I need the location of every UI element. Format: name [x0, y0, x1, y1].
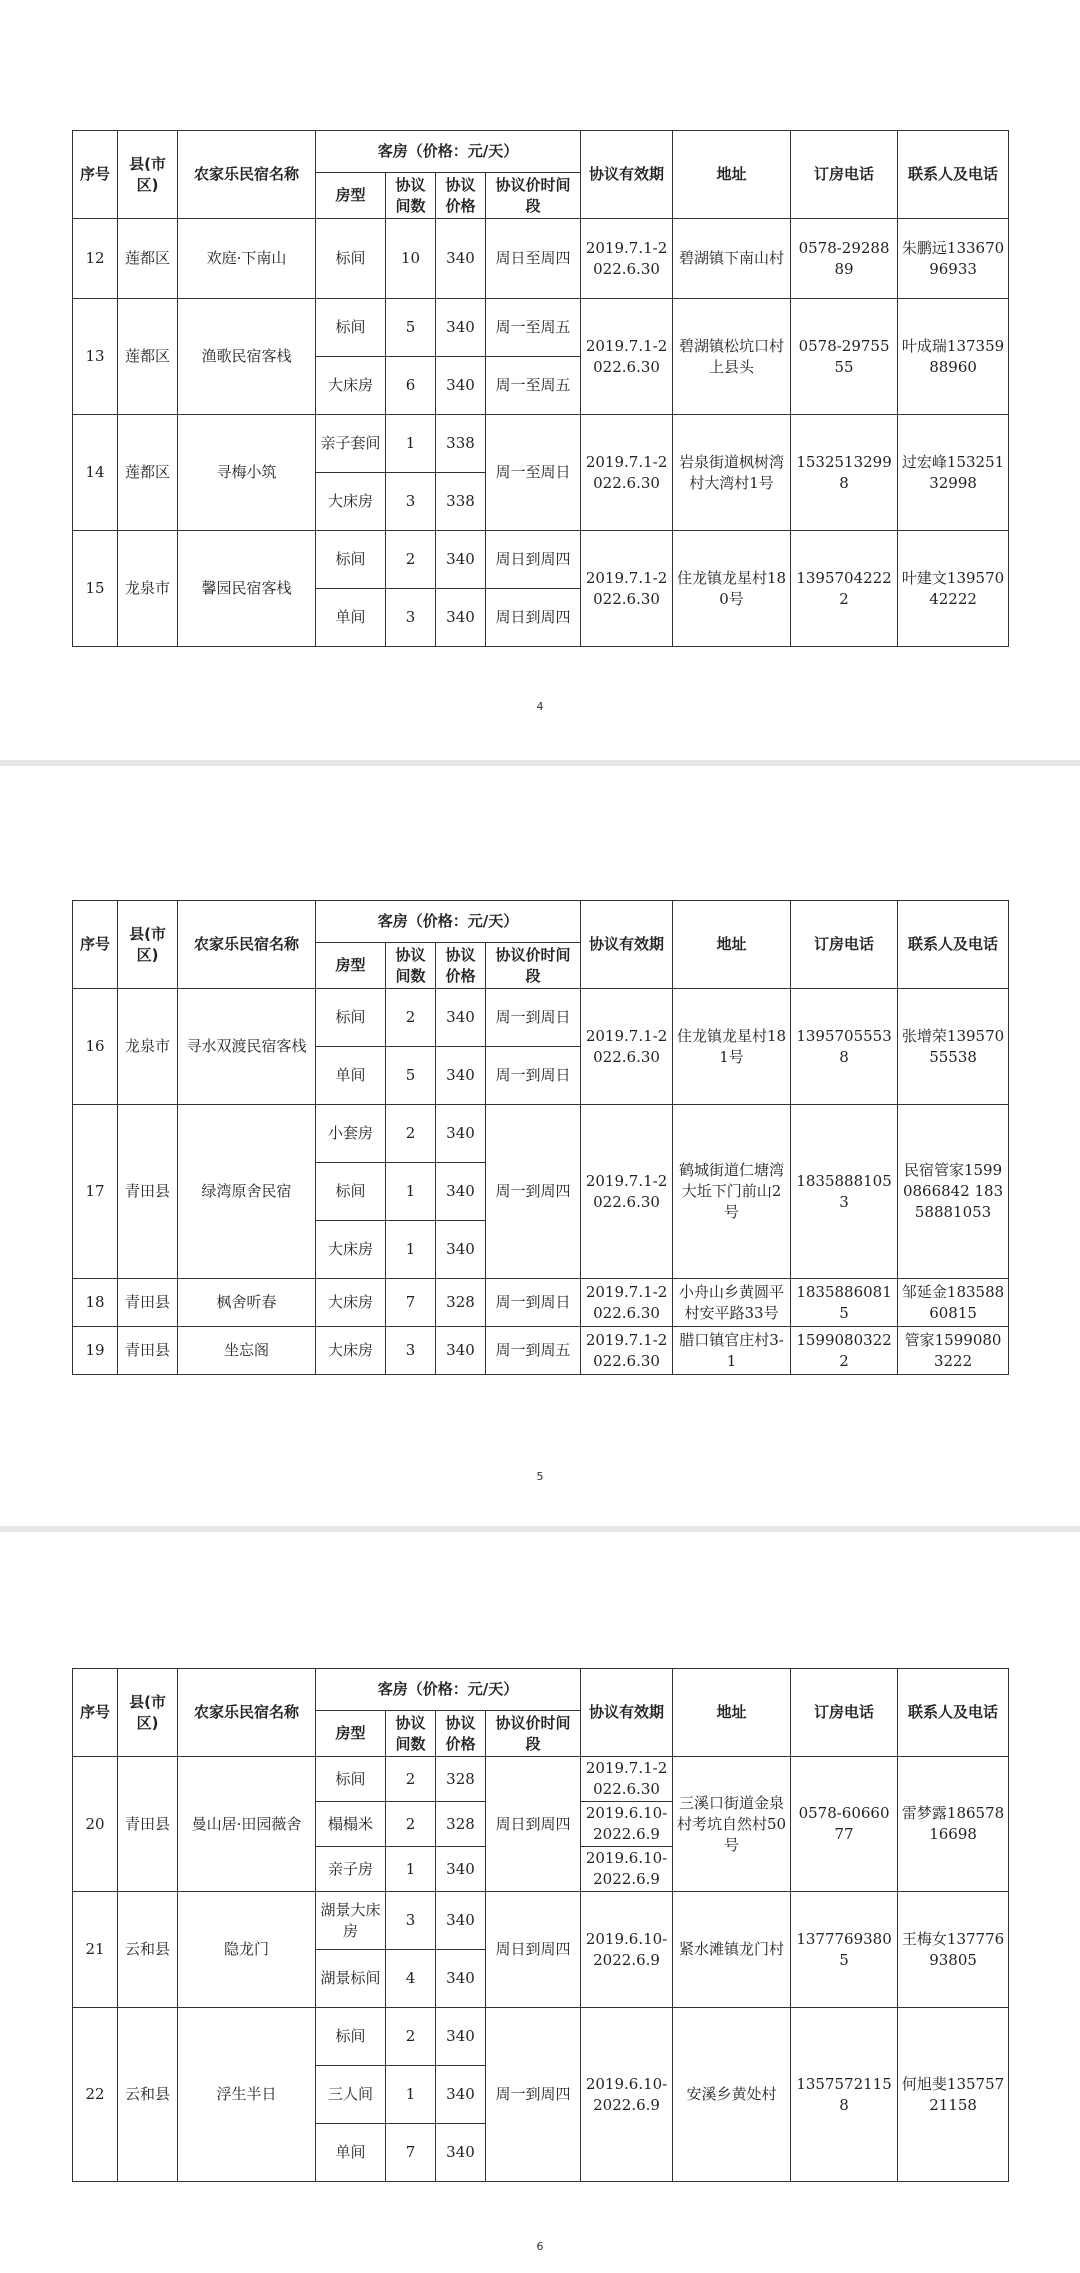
validity-cell: 2019.7.1-2022.6.30	[581, 989, 673, 1105]
room-type-cell: 大床房	[316, 1221, 386, 1279]
header-period: 协议价时间段	[486, 943, 581, 989]
room-type-cell: 标间	[316, 1757, 386, 1802]
price-cell: 338	[436, 473, 486, 531]
phone-cell: 18358860815	[791, 1279, 898, 1327]
contact-cell: 管家15990803222	[898, 1327, 1009, 1375]
price-cell: 340	[436, 1327, 486, 1375]
period-cell: 周一到周日	[486, 1047, 581, 1105]
period-cell: 周一到周日	[486, 989, 581, 1047]
contact-cell: 王梅女13777693805	[898, 1892, 1009, 2008]
header-price: 协议价格	[436, 943, 486, 989]
room-type-cell: 三人间	[316, 2066, 386, 2124]
phone-cell: 0578-2975555	[791, 299, 898, 415]
lodging-table-page-4	[72, 130, 1009, 647]
period-cell: 周一到周五	[486, 1327, 581, 1375]
header-seq: 序号	[73, 901, 118, 989]
county-cell: 青田县	[118, 1757, 178, 1892]
contact-cell: 过宏峰15325132998	[898, 415, 1009, 531]
price-cell: 340	[436, 1950, 486, 2008]
lodging-name-cell: 寻梅小筑	[178, 415, 316, 531]
table-row	[73, 415, 1009, 473]
contact-cell: 叶成瑞13735988960	[898, 299, 1009, 415]
period-cell: 周日到周四	[486, 531, 581, 589]
county-cell: 莲都区	[118, 415, 178, 531]
room-count-cell: 3	[386, 473, 436, 531]
address-cell: 安溪乡黄处村	[673, 2008, 791, 2182]
contact-cell: 民宿管家15990866842 18358881053	[898, 1105, 1009, 1279]
room-type-cell: 大床房	[316, 473, 386, 531]
validity-cell: 2019.7.1-2022.6.30	[581, 219, 673, 299]
price-cell: 340	[436, 2124, 486, 2182]
room-count-cell: 7	[386, 1279, 436, 1327]
lodging-name-cell: 渔歌民宿客栈	[178, 299, 316, 415]
price-cell: 338	[436, 415, 486, 473]
price-cell: 340	[436, 1221, 486, 1279]
phone-cell: 13777693805	[791, 1892, 898, 2008]
validity-cell: 2019.6.10-2022.6.9	[581, 1847, 673, 1892]
header-validity: 协议有效期	[581, 1669, 673, 1757]
room-type-cell: 标间	[316, 1163, 386, 1221]
table-header-row	[73, 1669, 1009, 1711]
lodging-name-cell: 坐忘阁	[178, 1327, 316, 1375]
header-name: 农家乐民宿名称	[178, 1669, 316, 1757]
price-cell: 340	[436, 2008, 486, 2066]
seq-cell: 16	[73, 989, 118, 1105]
header-validity: 协议有效期	[581, 131, 673, 219]
table-row	[73, 2008, 1009, 2066]
header-seq: 序号	[73, 1669, 118, 1757]
room-count-cell: 5	[386, 1047, 436, 1105]
validity-cell: 2019.7.1-2022.6.30	[581, 415, 673, 531]
period-cell: 周一到周日	[486, 1279, 581, 1327]
address-cell: 腊口镇官庄村3-1	[673, 1327, 791, 1375]
phone-cell: 15325132998	[791, 415, 898, 531]
header-validity: 协议有效期	[581, 901, 673, 989]
room-count-cell: 3	[386, 1892, 436, 1950]
price-cell: 328	[436, 1802, 486, 1847]
table-row	[73, 299, 1009, 357]
header-county: 县(市区)	[118, 1669, 178, 1757]
price-cell: 328	[436, 1279, 486, 1327]
price-cell: 340	[436, 589, 486, 647]
price-cell: 340	[436, 1847, 486, 1892]
validity-cell: 2019.6.10-2022.6.9	[581, 2008, 673, 2182]
seq-cell: 20	[73, 1757, 118, 1892]
county-cell: 青田县	[118, 1279, 178, 1327]
page-number: 6	[536, 2240, 544, 2253]
room-count-cell: 1	[386, 415, 436, 473]
room-type-cell: 单间	[316, 1047, 386, 1105]
phone-cell: 0578-6066077	[791, 1757, 898, 1892]
page-number: 4	[536, 700, 544, 713]
room-type-cell: 标间	[316, 2008, 386, 2066]
room-type-cell: 榻榻米	[316, 1802, 386, 1847]
room-count-cell: 6	[386, 357, 436, 415]
table-row	[73, 1327, 1009, 1375]
lodging-name-cell: 曼山居·田园薇舍	[178, 1757, 316, 1892]
contact-cell: 何旭斐13575721158	[898, 2008, 1009, 2182]
header-phone: 订房电话	[791, 1669, 898, 1757]
lodging-name-cell: 绿湾原舍民宿	[178, 1105, 316, 1279]
contact-cell: 张增荣13957055538	[898, 989, 1009, 1105]
header-price: 协议价格	[436, 1711, 486, 1757]
validity-cell: 2019.7.1-2022.6.30	[581, 1279, 673, 1327]
validity-cell: 2019.7.1-2022.6.30	[581, 531, 673, 647]
table-row	[73, 531, 1009, 589]
header-room-count: 协议间数	[386, 173, 436, 219]
header-rooms-group: 客房（价格：元/天）	[316, 131, 581, 173]
county-cell: 青田县	[118, 1105, 178, 1279]
room-count-cell: 2	[386, 1757, 436, 1802]
county-cell: 龙泉市	[118, 989, 178, 1105]
address-cell: 岩泉街道枫树湾村大湾村1号	[673, 415, 791, 531]
room-type-cell: 亲子房	[316, 1847, 386, 1892]
seq-cell: 21	[73, 1892, 118, 2008]
header-name: 农家乐民宿名称	[178, 901, 316, 989]
room-count-cell: 3	[386, 1327, 436, 1375]
phone-cell: 18358881053	[791, 1105, 898, 1279]
header-phone: 订房电话	[791, 131, 898, 219]
lodging-table-page-5	[72, 900, 1009, 1375]
lodging-name-cell: 枫舍听春	[178, 1279, 316, 1327]
seq-cell: 13	[73, 299, 118, 415]
header-period: 协议价时间段	[486, 1711, 581, 1757]
period-cell: 周一至周日	[486, 415, 581, 531]
seq-cell: 14	[73, 415, 118, 531]
header-room-count: 协议间数	[386, 1711, 436, 1757]
header-contact: 联系人及电话	[898, 901, 1009, 989]
price-cell: 340	[436, 1163, 486, 1221]
phone-cell: 0578-2928889	[791, 219, 898, 299]
room-count-cell: 3	[386, 589, 436, 647]
header-name: 农家乐民宿名称	[178, 131, 316, 219]
seq-cell: 19	[73, 1327, 118, 1375]
room-count-cell: 2	[386, 989, 436, 1047]
phone-cell: 15990803222	[791, 1327, 898, 1375]
validity-cell: 2019.6.10-2022.6.9	[581, 1802, 673, 1847]
room-type-cell: 单间	[316, 2124, 386, 2182]
phone-cell: 13957042222	[791, 531, 898, 647]
contact-cell: 邹延金18358860815	[898, 1279, 1009, 1327]
county-cell: 莲都区	[118, 299, 178, 415]
room-count-cell: 2	[386, 2008, 436, 2066]
header-seq: 序号	[73, 131, 118, 219]
price-cell: 328	[436, 1757, 486, 1802]
room-count-cell: 1	[386, 1847, 436, 1892]
period-cell: 周日到周四	[486, 1757, 581, 1892]
header-room-type: 房型	[316, 173, 386, 219]
phone-cell: 13575721158	[791, 2008, 898, 2182]
room-type-cell: 大床房	[316, 1327, 386, 1375]
address-cell: 住龙镇龙星村180号	[673, 531, 791, 647]
header-contact: 联系人及电话	[898, 131, 1009, 219]
room-count-cell: 10	[386, 219, 436, 299]
header-contact: 联系人及电话	[898, 1669, 1009, 1757]
county-cell: 莲都区	[118, 219, 178, 299]
table-row	[73, 1279, 1009, 1327]
seq-cell: 15	[73, 531, 118, 647]
header-address: 地址	[673, 901, 791, 989]
room-count-cell: 2	[386, 1802, 436, 1847]
seq-cell: 12	[73, 219, 118, 299]
table-header-row	[73, 131, 1009, 173]
price-cell: 340	[436, 1105, 486, 1163]
seq-cell: 17	[73, 1105, 118, 1279]
address-cell: 紧水滩镇龙门村	[673, 1892, 791, 2008]
room-type-cell: 单间	[316, 589, 386, 647]
room-type-cell: 亲子套间	[316, 415, 386, 473]
room-type-cell: 标间	[316, 219, 386, 299]
validity-cell: 2019.6.10-2022.6.9	[581, 1892, 673, 2008]
header-county: 县(市区)	[118, 901, 178, 989]
address-cell: 碧湖镇松坑口村上县头	[673, 299, 791, 415]
header-room-type: 房型	[316, 1711, 386, 1757]
validity-cell: 2019.7.1-2022.6.30	[581, 1757, 673, 1802]
header-county: 县(市区)	[118, 131, 178, 219]
period-cell: 周一至周五	[486, 299, 581, 357]
header-period: 协议价时间段	[486, 173, 581, 219]
address-cell: 三溪口街道金泉村考坑自然村50号	[673, 1757, 791, 1892]
room-type-cell: 小套房	[316, 1105, 386, 1163]
room-count-cell: 7	[386, 2124, 436, 2182]
header-rooms-group: 客房（价格：元/天）	[316, 1669, 581, 1711]
room-count-cell: 1	[386, 2066, 436, 2124]
room-type-cell: 标间	[316, 299, 386, 357]
contact-cell: 叶建文13957042222	[898, 531, 1009, 647]
validity-cell: 2019.7.1-2022.6.30	[581, 299, 673, 415]
room-count-cell: 1	[386, 1221, 436, 1279]
header-address: 地址	[673, 1669, 791, 1757]
lodging-name-cell: 隐龙门	[178, 1892, 316, 2008]
room-count-cell: 1	[386, 1163, 436, 1221]
table-row	[73, 219, 1009, 299]
address-cell: 碧湖镇下南山村	[673, 219, 791, 299]
room-type-cell: 标间	[316, 989, 386, 1047]
table-row	[73, 989, 1009, 1047]
lodging-table-page-6	[72, 1668, 1009, 2182]
room-type-cell: 湖景标间	[316, 1950, 386, 2008]
price-cell: 340	[436, 299, 486, 357]
period-cell: 周一到周四	[486, 1105, 581, 1279]
price-cell: 340	[436, 1047, 486, 1105]
room-type-cell: 大床房	[316, 1279, 386, 1327]
header-price: 协议价格	[436, 173, 486, 219]
county-cell: 云和县	[118, 2008, 178, 2182]
seq-cell: 18	[73, 1279, 118, 1327]
room-count-cell: 5	[386, 299, 436, 357]
table-row	[73, 1757, 1009, 1802]
validity-cell: 2019.7.1-2022.6.30	[581, 1105, 673, 1279]
room-type-cell: 大床房	[316, 357, 386, 415]
price-cell: 340	[436, 357, 486, 415]
lodging-name-cell: 欢庭·下南山	[178, 219, 316, 299]
room-type-cell: 标间	[316, 531, 386, 589]
period-cell: 周一至周五	[486, 357, 581, 415]
phone-cell: 13957055538	[791, 989, 898, 1105]
room-count-cell: 2	[386, 1105, 436, 1163]
table-header-row	[73, 901, 1009, 943]
price-cell: 340	[436, 219, 486, 299]
county-cell: 青田县	[118, 1327, 178, 1375]
header-address: 地址	[673, 131, 791, 219]
header-room-type: 房型	[316, 943, 386, 989]
contact-cell: 雷梦露18657816698	[898, 1757, 1009, 1892]
room-count-cell: 2	[386, 531, 436, 589]
page-number: 5	[536, 1470, 544, 1483]
address-cell: 鹤城街道仁塘湾大坵下门前山2号	[673, 1105, 791, 1279]
price-cell: 340	[436, 531, 486, 589]
period-cell: 周日到周四	[486, 589, 581, 647]
room-type-cell: 湖景大床房	[316, 1892, 386, 1950]
price-cell: 340	[436, 989, 486, 1047]
table-row	[73, 1892, 1009, 1950]
room-count-cell: 4	[386, 1950, 436, 2008]
county-cell: 云和县	[118, 1892, 178, 2008]
lodging-name-cell: 寻水双渡民宿客栈	[178, 989, 316, 1105]
price-cell: 340	[436, 1892, 486, 1950]
header-rooms-group: 客房（价格：元/天）	[316, 901, 581, 943]
address-cell: 住龙镇龙星村181号	[673, 989, 791, 1105]
table-row	[73, 1105, 1009, 1163]
county-cell: 龙泉市	[118, 531, 178, 647]
header-room-count: 协议间数	[386, 943, 436, 989]
address-cell: 小舟山乡黄圆平村安平路33号	[673, 1279, 791, 1327]
validity-cell: 2019.7.1-2022.6.30	[581, 1327, 673, 1375]
period-cell: 周日到周四	[486, 1892, 581, 2008]
seq-cell: 22	[73, 2008, 118, 2182]
lodging-name-cell: 馨园民宿客栈	[178, 531, 316, 647]
lodging-name-cell: 浮生半日	[178, 2008, 316, 2182]
period-cell: 周一到周四	[486, 2008, 581, 2182]
period-cell: 周日至周四	[486, 219, 581, 299]
contact-cell: 朱鹏远13367096933	[898, 219, 1009, 299]
header-phone: 订房电话	[791, 901, 898, 989]
price-cell: 340	[436, 2066, 486, 2124]
